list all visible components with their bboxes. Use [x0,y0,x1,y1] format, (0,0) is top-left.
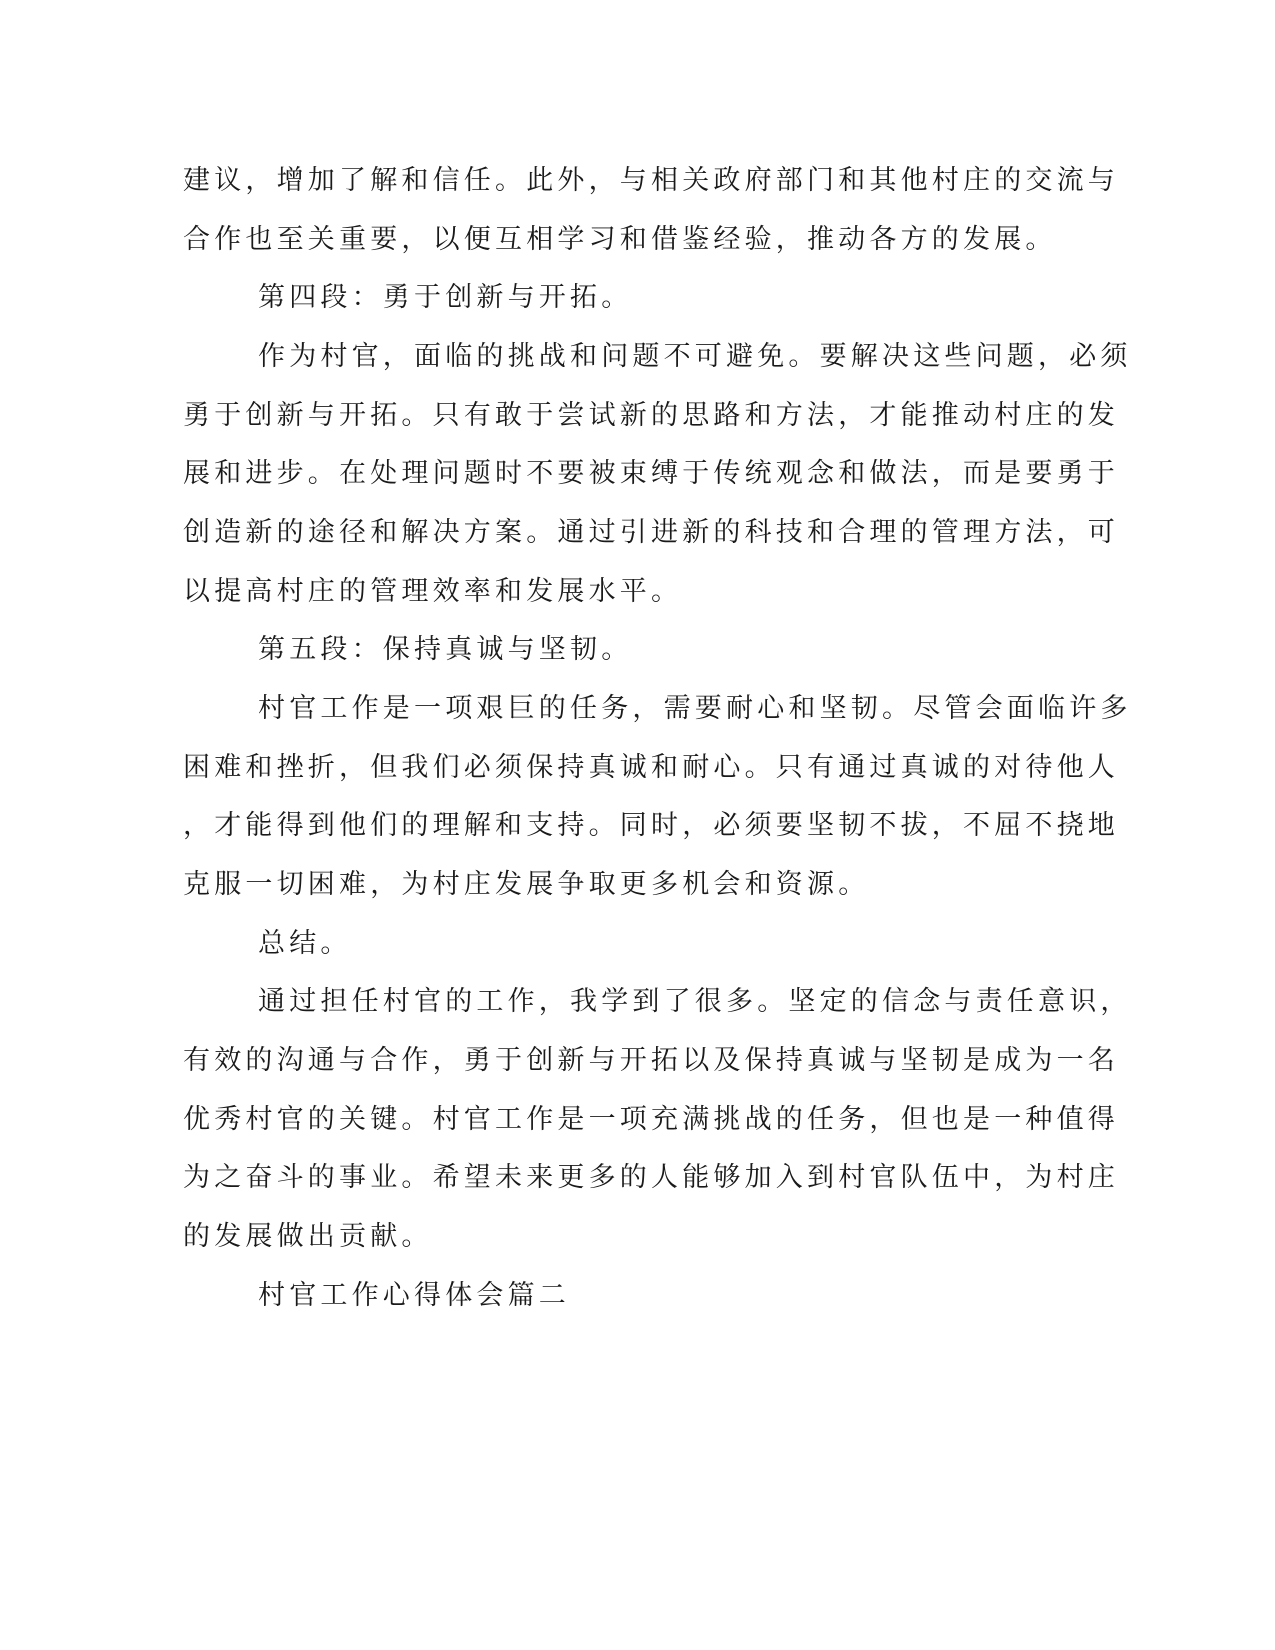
text-line: 展和进步。在处理问题时不要被束缚于传统观念和做法，而是要勇于 [183,458,1119,489]
text-line: 的发展做出贡献。 [183,1221,433,1252]
article-heading: 村官工作心得体会篇二 [258,1280,570,1311]
text-line: 通过担任村官的工作，我学到了很多。坚定的信念与责任意识， [258,986,1132,1017]
text-line: 村官工作是一项艰巨的任务，需要耐心和坚韧。尽管会面临许多 [258,693,1132,724]
text-line: 创造新的途径和解决方案。通过引进新的科技和合理的管理方法，可 [183,517,1119,548]
text-line: 勇于创新与开拓。只有敢于尝试新的思路和方法，才能推动村庄的发 [183,400,1119,431]
text-line: 克服一切困难，为村庄发展争取更多机会和资源。 [183,869,870,900]
text-line: ，才能得到他们的理解和支持。同时，必须要坚韧不拔，不屈不挠地 [183,810,1119,841]
text-line: 合作也至关重要，以便互相学习和借鉴经验，推动各方的发展。 [183,224,1057,255]
section-heading: 第四段：勇于创新与开拓。 [258,282,633,313]
text-line: 为之奋斗的事业。希望未来更多的人能够加入到村官队伍中，为村庄 [183,1162,1119,1193]
text-line: 以提高村庄的管理效率和发展水平。 [183,576,683,607]
section-heading: 第五段：保持真诚与坚韧。 [258,634,633,665]
text-line: 优秀村官的关键。村官工作是一项充满挑战的任务，但也是一种值得 [183,1104,1119,1135]
text-line: 作为村官，面临的挑战和问题不可避免。要解决这些问题，必须 [258,341,1132,372]
text-line: 困难和挫折，但我们必须保持真诚和耐心。只有通过真诚的对待他人 [183,752,1119,783]
text-line: 有效的沟通与合作，勇于创新与开拓以及保持真诚与坚韧是成为一名 [183,1045,1119,1076]
text-line: 建议，增加了解和信任。此外，与相关政府部门和其他村庄的交流与 [183,165,1119,196]
section-heading: 总结。 [258,928,352,959]
